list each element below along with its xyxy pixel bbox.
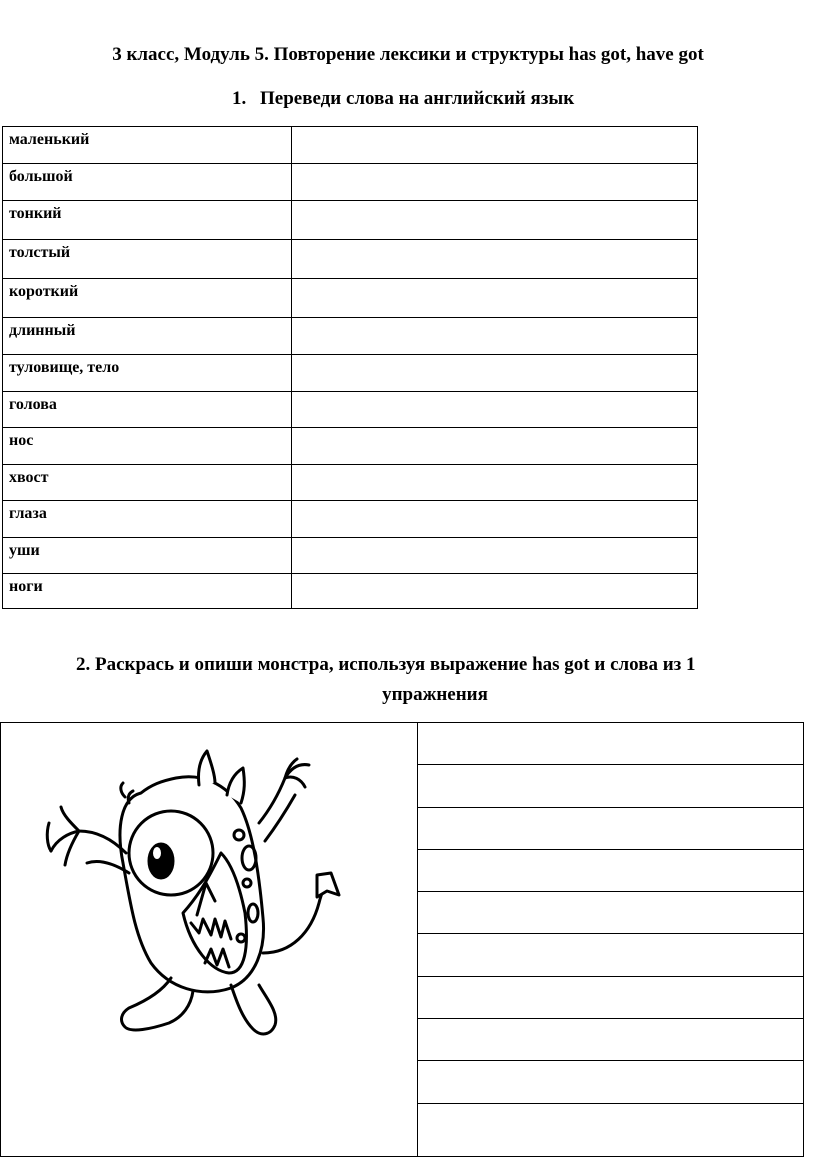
task1-heading-text: Переведи слова на английский язык: [260, 88, 575, 109]
vocab-word: голова: [3, 392, 292, 428]
answer-line[interactable]: [418, 1104, 804, 1146]
vocab-row: [3, 538, 698, 574]
answer-line[interactable]: [418, 977, 804, 1019]
vocab-answer-cell[interactable]: [292, 538, 698, 574]
vocab-word: глаза: [3, 501, 292, 538]
vocab-row: [3, 355, 698, 392]
vocab-answer-cell[interactable]: [292, 574, 698, 609]
vocab-row: [3, 428, 698, 465]
answer-line[interactable]: [418, 850, 804, 892]
vocab-word: хвост: [3, 465, 292, 501]
vocab-word: короткий: [3, 279, 292, 318]
vocab-word: маленький: [3, 127, 292, 164]
answer-line[interactable]: [418, 765, 804, 807]
answer-line[interactable]: [418, 808, 804, 850]
vocab-word: тонкий: [3, 201, 292, 240]
vocab-row: [3, 574, 698, 609]
vocab-answer-cell[interactable]: [292, 127, 698, 164]
task2-heading-line2: упражнения: [382, 684, 488, 705]
vocab-table: [2, 126, 698, 609]
vocab-row: [3, 127, 698, 164]
vocab-word: уши: [3, 538, 292, 574]
vocab-row: [3, 392, 698, 428]
task1-heading: [232, 88, 574, 110]
vocab-word: длинный: [3, 318, 292, 355]
vocab-word: большой: [3, 164, 292, 201]
vocab-row: [3, 164, 698, 201]
vocab-answer-cell[interactable]: [292, 164, 698, 201]
vocab-answer-cell[interactable]: [292, 355, 698, 392]
vocab-answer-cell[interactable]: [292, 501, 698, 538]
vocab-answer-cell[interactable]: [292, 240, 698, 279]
vocab-word: туловище, тело: [3, 355, 292, 392]
vocab-answer-cell[interactable]: [292, 392, 698, 428]
vocab-answer-cell[interactable]: [292, 428, 698, 465]
task2-heading-line1: 2. Раскрась и опиши монстра, используя выражение has got и слова из 1: [76, 654, 696, 675]
vocab-row: [3, 201, 698, 240]
answer-line[interactable]: [418, 723, 804, 765]
answer-line[interactable]: [418, 1061, 804, 1103]
answer-line[interactable]: [418, 1019, 804, 1061]
monster-picture-cell: [1, 723, 418, 1156]
answer-lines: [418, 723, 804, 1156]
monster-illustration-icon: [1, 723, 417, 1156]
task2-box: [0, 722, 804, 1157]
vocab-answer-cell[interactable]: [292, 279, 698, 318]
vocab-row: [3, 240, 698, 279]
vocab-word: толстый: [3, 240, 292, 279]
vocab-row: [3, 501, 698, 538]
page-title: 3 класс, Модуль 5. Повторение лексики и структуры has got, have got: [112, 44, 704, 65]
answer-line[interactable]: [418, 934, 804, 976]
vocab-answer-cell[interactable]: [292, 465, 698, 501]
vocab-row: [3, 465, 698, 501]
task1-number: 1.: [232, 88, 247, 109]
vocab-word: нос: [3, 428, 292, 465]
vocab-word: ноги: [3, 574, 292, 609]
vocab-answer-cell[interactable]: [292, 318, 698, 355]
answer-line[interactable]: [418, 892, 804, 934]
vocab-row: [3, 318, 698, 355]
vocab-answer-cell[interactable]: [292, 201, 698, 240]
vocab-row: [3, 279, 698, 318]
